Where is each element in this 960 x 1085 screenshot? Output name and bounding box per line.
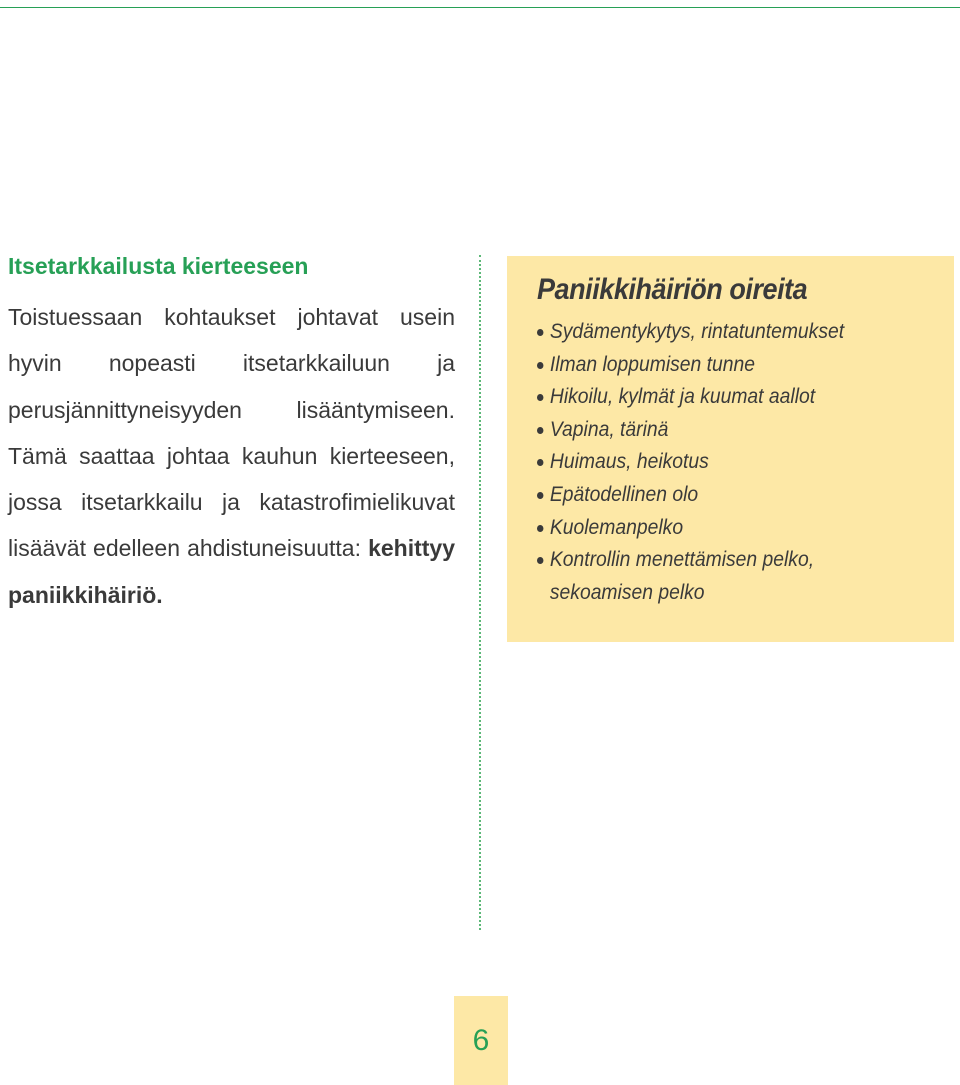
symptom-text: Epätodellinen olo (549, 482, 699, 506)
top-rule (0, 7, 960, 8)
symptom-item (537, 381, 902, 414)
symptom-item (537, 316, 902, 349)
symptoms-title: Paniikkihäiriön oireita (537, 273, 808, 306)
symptom-item (537, 479, 902, 512)
symptom-item (537, 414, 902, 447)
symptoms-box (507, 256, 954, 642)
symptom-text: Kontrollin menettämisen pelko, (549, 548, 815, 572)
bullet-icon (537, 525, 543, 532)
bullet-icon (537, 459, 543, 466)
symptom-item-continuation (537, 577, 902, 610)
symptom-text: Huimaus, heikotus (549, 450, 709, 474)
page-number: 6 (472, 1023, 490, 1057)
symptom-text: sekoamisen pelko (549, 580, 705, 604)
article-column (8, 250, 455, 618)
body-paragraph (8, 294, 455, 618)
column-divider (479, 255, 481, 930)
symptom-text: Sydämentykytys, rintatuntemukset (549, 320, 845, 343)
symptom-text: Kuolemanpelko (549, 515, 684, 539)
symptom-text: Vapina, tärinä (549, 417, 669, 441)
symptom-item (537, 349, 902, 382)
bullet-icon (537, 427, 543, 434)
page-number-box (454, 996, 508, 1085)
symptom-item (537, 512, 902, 545)
section-heading: Itsetarkkailusta kierteeseen (8, 253, 309, 279)
symptoms-list (537, 316, 934, 609)
symptom-item (537, 446, 902, 479)
body-text: Toistuessaan kohtaukset johtavat usein hyvin nopeasti itsetarkkailuun ja perusjännittyneisyyden lisääntymiseen. Tämä saattaa johtaa kauhun kierteeseen, jossa itsetarkkailu ja katastrofimielikuvat lisäävät edelleen ahdistuneisuutta: (8, 304, 455, 562)
symptom-text: Hikoilu, kylmät ja kuumat aallot (549, 385, 816, 409)
bullet-icon (537, 362, 543, 369)
symptom-item (537, 544, 902, 577)
bullet-icon (537, 492, 543, 499)
body-emphasis: kehittyy paniikkihäiriö. (8, 535, 456, 608)
bullet-icon (537, 329, 543, 336)
bullet-icon (537, 557, 543, 564)
symptom-text: Ilman loppumisen tunne (549, 352, 756, 376)
bullet-icon (537, 394, 543, 401)
